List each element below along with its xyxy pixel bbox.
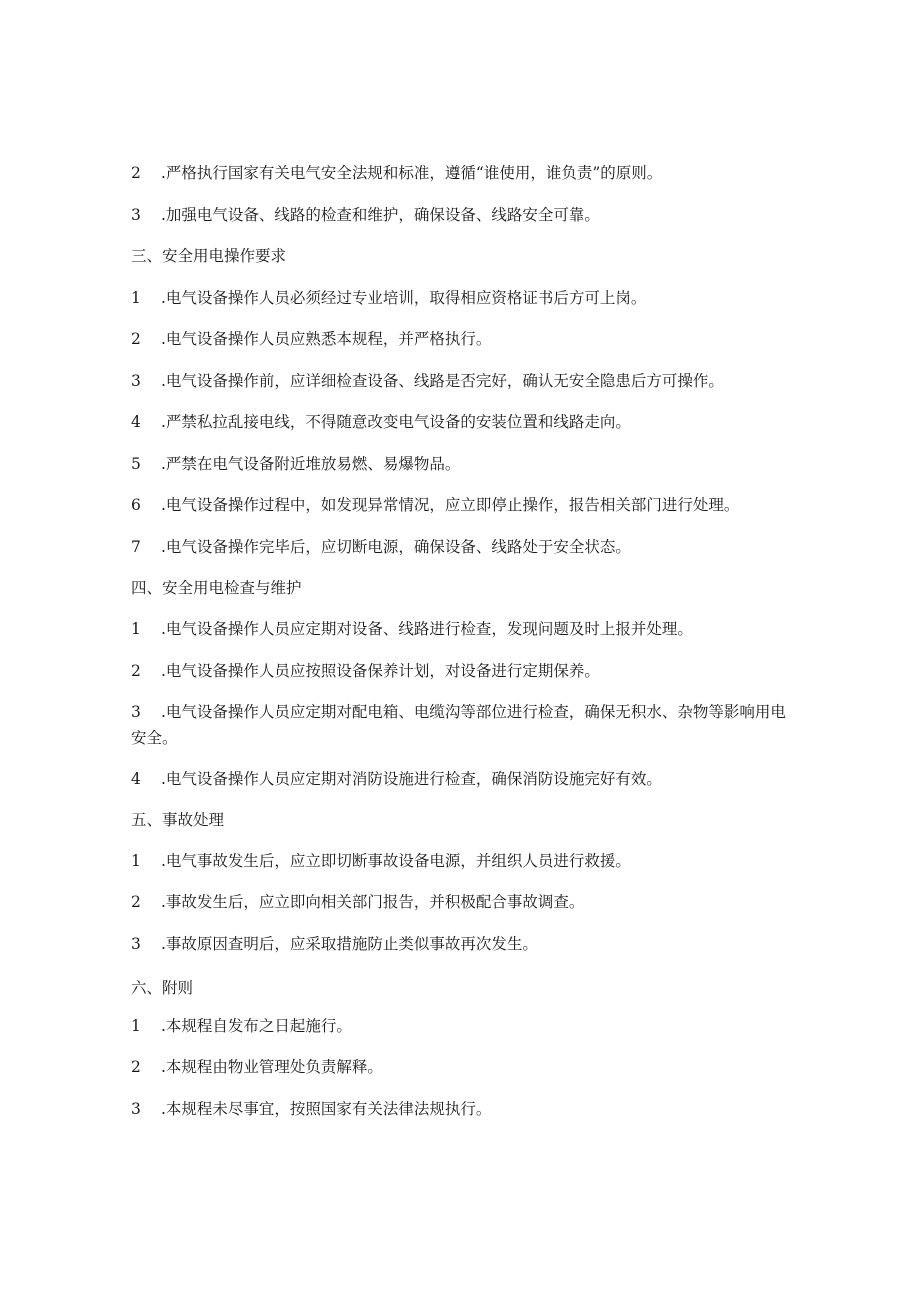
item-number: 1 [131,852,141,870]
item-text: .电气设备操作人员应熟悉本规程，并严格执行。 [161,330,492,348]
section-heading: 六、附则 [131,979,194,997]
item-text: .本规程自发布之日起施行。 [161,1017,352,1035]
list-item [131,160,796,186]
item-text: .电气事故发生后，应立即切断事故设备电源，并组织人员进行救援。 [161,852,631,870]
item-number: 6 [131,496,141,514]
section-heading: 三、安全用电操作要求 [131,247,287,265]
list-item [131,766,796,792]
list-item [131,848,796,874]
item-number: 3 [131,703,141,721]
list-item [131,202,796,228]
item-number: 3 [131,1100,141,1118]
item-text: .电气设备操作人员应按照设备保养计划，对设备进行定期保养。 [161,662,600,680]
item-number: 3 [131,206,141,224]
item-number: 4 [131,413,141,431]
item-text: .电气设备操作人员应定期对设备、线路进行检查，发现问题及时上报并处理。 [161,620,693,638]
item-text: .严禁在电气设备附近堆放易燃、易爆物品。 [161,455,461,473]
item-number: 7 [131,538,141,556]
item-text: .电气设备操作完毕后，应切断电源，确保设备、线路处于安全状态。 [161,538,631,556]
item-number: 2 [131,662,141,680]
item-text: .电气设备操作过程中，如发现异常情况，应立即停止操作，报告相关部门进行处理。 [161,496,740,514]
list-item [131,931,796,957]
list-item [131,616,796,642]
item-text: .电气设备操作前，应详细检查设备、线路是否完好，确认无安全隐患后方可操作。 [161,372,724,390]
item-text: .电气设备操作人员应定期对消防设施进行检查，确保消防设施完好有效。 [161,770,662,788]
item-number: 2 [131,330,141,348]
item-number: 2 [131,1058,141,1076]
list-item [131,368,796,394]
list-item [131,1013,796,1039]
item-text: .本规程未尽事宜，按照国家有关法律法规执行。 [161,1100,492,1118]
item-text: .事故发生后，应立即向相关部门报告，并积极配合事故调查。 [161,893,585,911]
item-number: 2 [131,164,141,182]
item-number: 2 [131,893,141,911]
list-item [131,699,796,751]
item-number: 1 [131,620,141,638]
list-item [131,1096,796,1122]
list-item [131,534,796,560]
item-text: .电气设备操作人员必须经过专业培训，取得相应资格证书后方可上岗。 [161,289,647,307]
list-item [131,409,796,435]
list-item [131,285,796,311]
item-text: .事故原因查明后，应采取措施防止类似事故再次发生。 [161,935,538,953]
item-text: .严禁私拉乱接电线，不得随意改变电气设备的安装位置和线路走向。 [161,413,631,431]
item-number: 1 [131,289,141,307]
list-item [131,451,796,477]
item-text: .加强电气设备、线路的检查和维护，确保设备、线路安全可靠。 [161,206,600,224]
item-number: 4 [131,770,141,788]
item-text: .电气设备操作人员应定期对配电箱、电缆沟等部位进行检查，确保无积水、杂物等影响用电安全。 [131,703,786,747]
section-heading: 四、安全用电检查与维护 [131,579,302,597]
list-item [131,658,796,684]
item-number: 3 [131,372,141,390]
list-item [131,492,796,518]
list-item [131,1054,796,1080]
list-item [131,326,796,352]
item-number: 1 [131,1017,141,1035]
item-number: 3 [131,935,141,953]
list-item [131,889,796,915]
item-number: 5 [131,455,141,473]
section-heading: 五、事故处理 [131,811,225,829]
item-text: .本规程由物业管理处负责解释。 [161,1058,383,1076]
item-text: .严格执行国家有关电气安全法规和标准，遵循“谁使用，谁负责”的原则。 [161,164,663,182]
